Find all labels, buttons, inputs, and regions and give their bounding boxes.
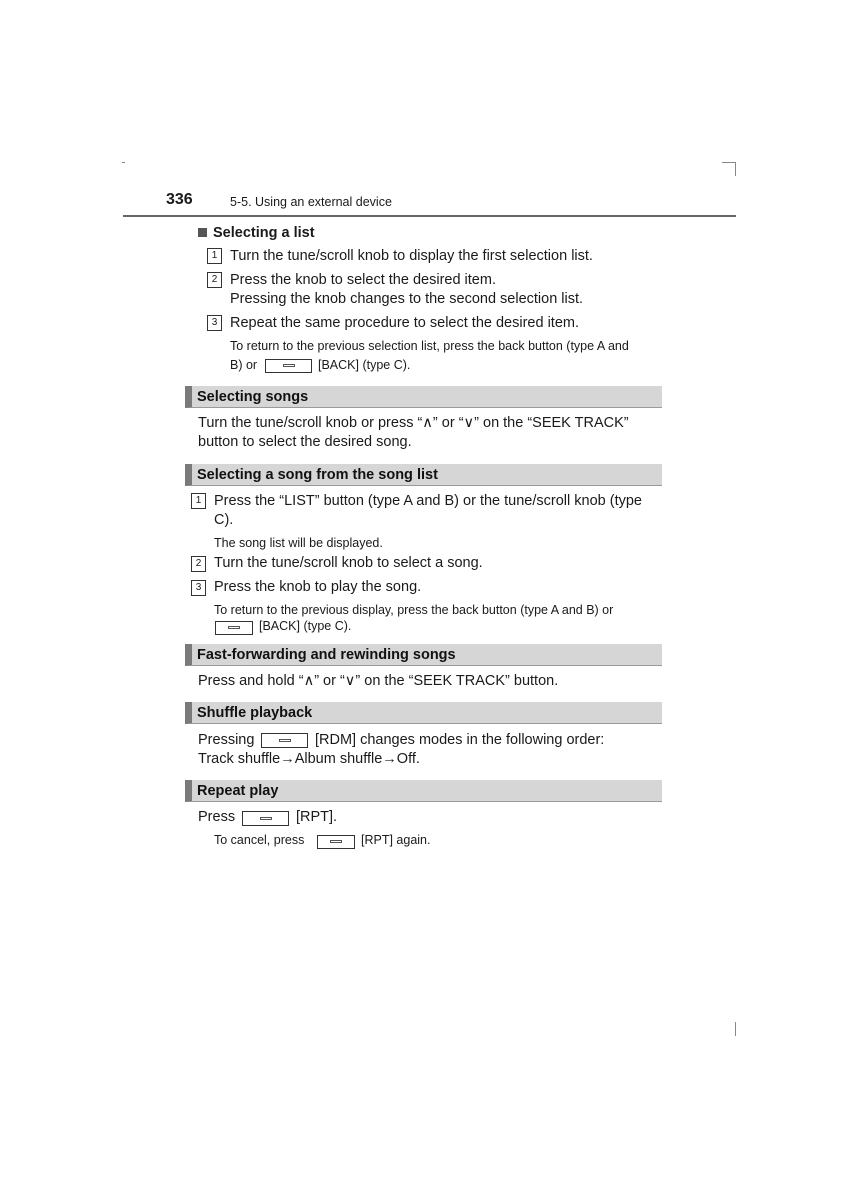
section-header-repeat	[185, 780, 662, 802]
radio-preset-button-icon	[317, 835, 355, 849]
step-number: 3	[191, 580, 206, 596]
note-text: The song list will be displayed.	[214, 536, 383, 550]
section-header-fast-forward	[185, 644, 662, 666]
note-text: To cancel, press	[214, 833, 305, 847]
note-text: [BACK] (type C).	[318, 358, 411, 372]
step-number: 3	[207, 315, 222, 331]
crop-mark-top-right-h	[722, 162, 736, 163]
body-text: [RPT].	[296, 809, 338, 825]
body-text: button to select the desired song.	[198, 434, 412, 450]
square-bullet-icon	[198, 228, 207, 237]
section-title: Shuffle playback	[197, 705, 313, 721]
step-number: 1	[191, 493, 206, 509]
body-text: [RDM] changes modes in the following order:	[315, 732, 605, 748]
step-text: Turn the tune/scroll knob to select a song.	[214, 555, 483, 571]
header-rule	[123, 215, 736, 217]
section-title: Selecting songs	[197, 389, 309, 405]
body-text: Press	[198, 809, 236, 825]
section-header-song-list	[185, 464, 662, 486]
crop-mark-top-right-v	[735, 162, 736, 176]
subheading-selecting-list	[198, 225, 315, 241]
step-number: 2	[207, 272, 222, 288]
section-title: Repeat play	[197, 783, 279, 799]
section-header-shuffle	[185, 702, 662, 724]
radio-preset-button-icon	[265, 359, 312, 373]
step-text-continued: Pressing the knob changes to the second selection list.	[230, 291, 584, 307]
radio-preset-button-icon	[261, 733, 308, 748]
body-text: Track shuffle→Album shuffle→Off.	[198, 751, 420, 767]
page-number: 336	[166, 191, 193, 208]
section-title: Selecting a song from the song list	[197, 467, 438, 483]
step-number: 2	[191, 556, 206, 572]
section-header-selecting-songs	[185, 386, 662, 408]
crop-mark-top-left	[122, 162, 125, 163]
step-number: 1	[207, 248, 222, 264]
note-text: B) or	[230, 358, 258, 372]
step-text: Press the knob to select the desired item.	[230, 272, 496, 288]
note-text: [RPT] again.	[361, 833, 431, 847]
section-title: Fast-forwarding and rewinding songs	[197, 647, 456, 663]
step-text-continued: C).	[214, 512, 234, 528]
running-head: 5-5. Using an external device	[230, 195, 392, 209]
body-text: Pressing	[198, 732, 255, 748]
note-text: To return to the previous selection list, press the back button (type A and	[230, 339, 629, 353]
step-text: Press the knob to play the song.	[214, 579, 422, 595]
subheading-text: Selecting a list	[213, 225, 315, 241]
step-text: Repeat the same procedure to select the desired item.	[230, 315, 579, 331]
note-text: To return to the previous display, press the back button (type A and B) or	[214, 603, 614, 617]
note-text: [BACK] (type C).	[259, 619, 352, 633]
radio-preset-button-icon	[215, 621, 253, 635]
radio-preset-button-icon	[242, 811, 289, 826]
step-text: Turn the tune/scroll knob to display the first selection list.	[230, 248, 593, 264]
body-text: Press and hold “∧” or “∨” on the “SEEK TRACK” button.	[198, 673, 559, 689]
step-text: Press the “LIST” button (type A and B) or the tune/scroll knob (type	[214, 493, 642, 509]
body-text: Turn the tune/scroll knob or press “∧” or “∨” on the “SEEK TRACK”	[198, 415, 629, 431]
crop-mark-bottom-right	[735, 1022, 736, 1036]
